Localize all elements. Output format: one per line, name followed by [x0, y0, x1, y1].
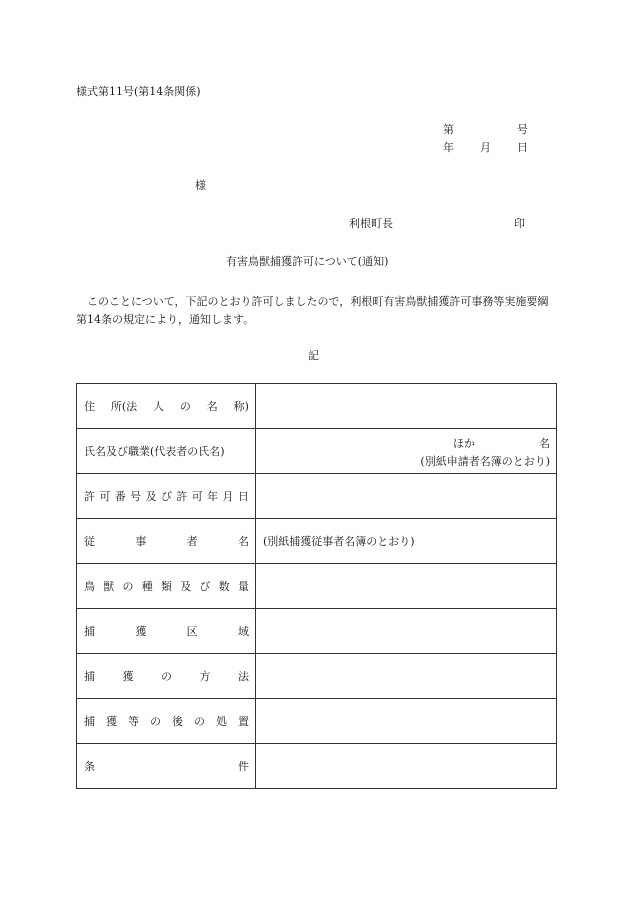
label-char: 所(法 — [110, 399, 138, 413]
label-char: 獲 — [122, 669, 134, 683]
row-value[interactable] — [256, 519, 557, 564]
row-label — [77, 699, 256, 744]
label-char: 数 — [218, 579, 230, 593]
table-row — [77, 699, 557, 744]
label-char: 月 — [222, 489, 234, 503]
row-label — [77, 564, 256, 609]
table-row — [77, 609, 557, 654]
number-suffix: 号 — [517, 123, 528, 136]
label-char: 等 — [128, 714, 139, 728]
label-char: 区 — [186, 624, 198, 638]
document-number-line — [443, 124, 528, 135]
label-char: の — [179, 399, 191, 413]
label-char: 日 — [237, 489, 249, 503]
date-line — [443, 142, 528, 153]
label-char: 番 — [114, 489, 126, 503]
row-label — [77, 609, 256, 654]
label-char: の — [150, 714, 161, 728]
label-char: の — [194, 714, 205, 728]
label-char: 従 — [84, 534, 95, 548]
label-char: 獲 — [106, 714, 117, 728]
label-char: 捕 — [84, 669, 95, 683]
label-char: 法 — [238, 669, 249, 683]
row-value[interactable] — [256, 744, 557, 789]
row-label — [77, 519, 256, 564]
label-char: 号 — [130, 489, 142, 503]
date-day: 日 — [517, 141, 528, 154]
label-char: 称) — [233, 399, 249, 413]
label-char: 住 — [84, 399, 95, 413]
table-row — [77, 564, 557, 609]
row-value[interactable] — [256, 474, 557, 519]
row-label — [77, 744, 256, 789]
label-char: の — [122, 579, 134, 593]
label-char: 名 — [206, 399, 218, 413]
label-char: 名 — [237, 534, 249, 548]
label-char: 置 — [238, 714, 249, 728]
label-char: 及 — [180, 579, 192, 593]
label-char: の — [161, 669, 172, 683]
label-char: 捕 — [84, 714, 95, 728]
label-char: 年 — [207, 489, 219, 503]
row-value[interactable] — [256, 654, 557, 699]
label-text: 氏名及び職業(代表者の氏名) — [84, 444, 225, 458]
label-char: 鳥 — [84, 579, 95, 593]
label-char: 条 — [84, 759, 95, 773]
table-row — [77, 384, 557, 429]
label-char: 方 — [199, 669, 211, 683]
document-subject: 有害鳥獣捕獲許可について(通知) — [226, 255, 389, 268]
form-number: 様式第11号(第14条関係) — [76, 85, 201, 98]
label-char: 捕 — [84, 624, 95, 638]
table-row — [77, 519, 557, 564]
label-char: 可 — [191, 489, 203, 503]
ki-heading: 記 — [308, 349, 319, 362]
label-char: 獣 — [103, 579, 115, 593]
issuer: 利根町長 — [349, 217, 393, 230]
date-month: 月 — [480, 141, 491, 154]
row-label — [77, 429, 256, 474]
table-row — [77, 474, 557, 519]
number-prefix: 第 — [443, 123, 454, 136]
label-char: 件 — [238, 759, 249, 773]
row-value[interactable] — [256, 564, 557, 609]
label-char: び — [160, 489, 172, 503]
seal-mark: 印 — [514, 217, 525, 230]
row-value[interactable] — [256, 699, 557, 744]
mei-text: 名 — [539, 436, 550, 450]
label-char: 許 — [176, 489, 188, 503]
label-char: 後 — [172, 714, 183, 728]
row-label — [77, 654, 256, 699]
label-char: 量 — [238, 579, 249, 593]
label-char: び — [199, 579, 211, 593]
row-label — [77, 474, 256, 519]
table-row — [77, 429, 557, 474]
label-char: 及 — [145, 489, 157, 503]
label-char: 域 — [237, 624, 249, 638]
addressee-suffix: 様 — [195, 179, 206, 192]
label-char: 種 — [141, 579, 153, 593]
body-text: このことについて，下記のとおり許可しましたので，利根町有害鳥獣捕獲許可事務等実施要綱第14条の規定により，通知します。 — [76, 295, 549, 326]
hoka-text: ほか — [453, 436, 475, 450]
table-row — [77, 744, 557, 789]
label-char: 処 — [216, 714, 227, 728]
label-char: 事 — [135, 534, 147, 548]
table-row — [77, 654, 557, 699]
row-value[interactable] — [256, 609, 557, 654]
label-char: 可 — [99, 489, 111, 503]
label-char: 者 — [186, 534, 198, 548]
applicant-list-note: (別紙申請者名簿のとおり) — [420, 454, 550, 468]
row-value[interactable] — [256, 429, 557, 474]
permit-details-table — [76, 383, 557, 789]
row-label — [77, 384, 256, 429]
date-year: 年 — [443, 141, 454, 154]
label-char: 人 — [153, 399, 165, 413]
label-char: 獲 — [135, 624, 147, 638]
label-char: 類 — [161, 579, 172, 593]
value-text: (別紙捕獲従事者名簿のとおり) — [263, 534, 415, 548]
row-value[interactable] — [256, 384, 557, 429]
label-char: 許 — [84, 489, 95, 503]
